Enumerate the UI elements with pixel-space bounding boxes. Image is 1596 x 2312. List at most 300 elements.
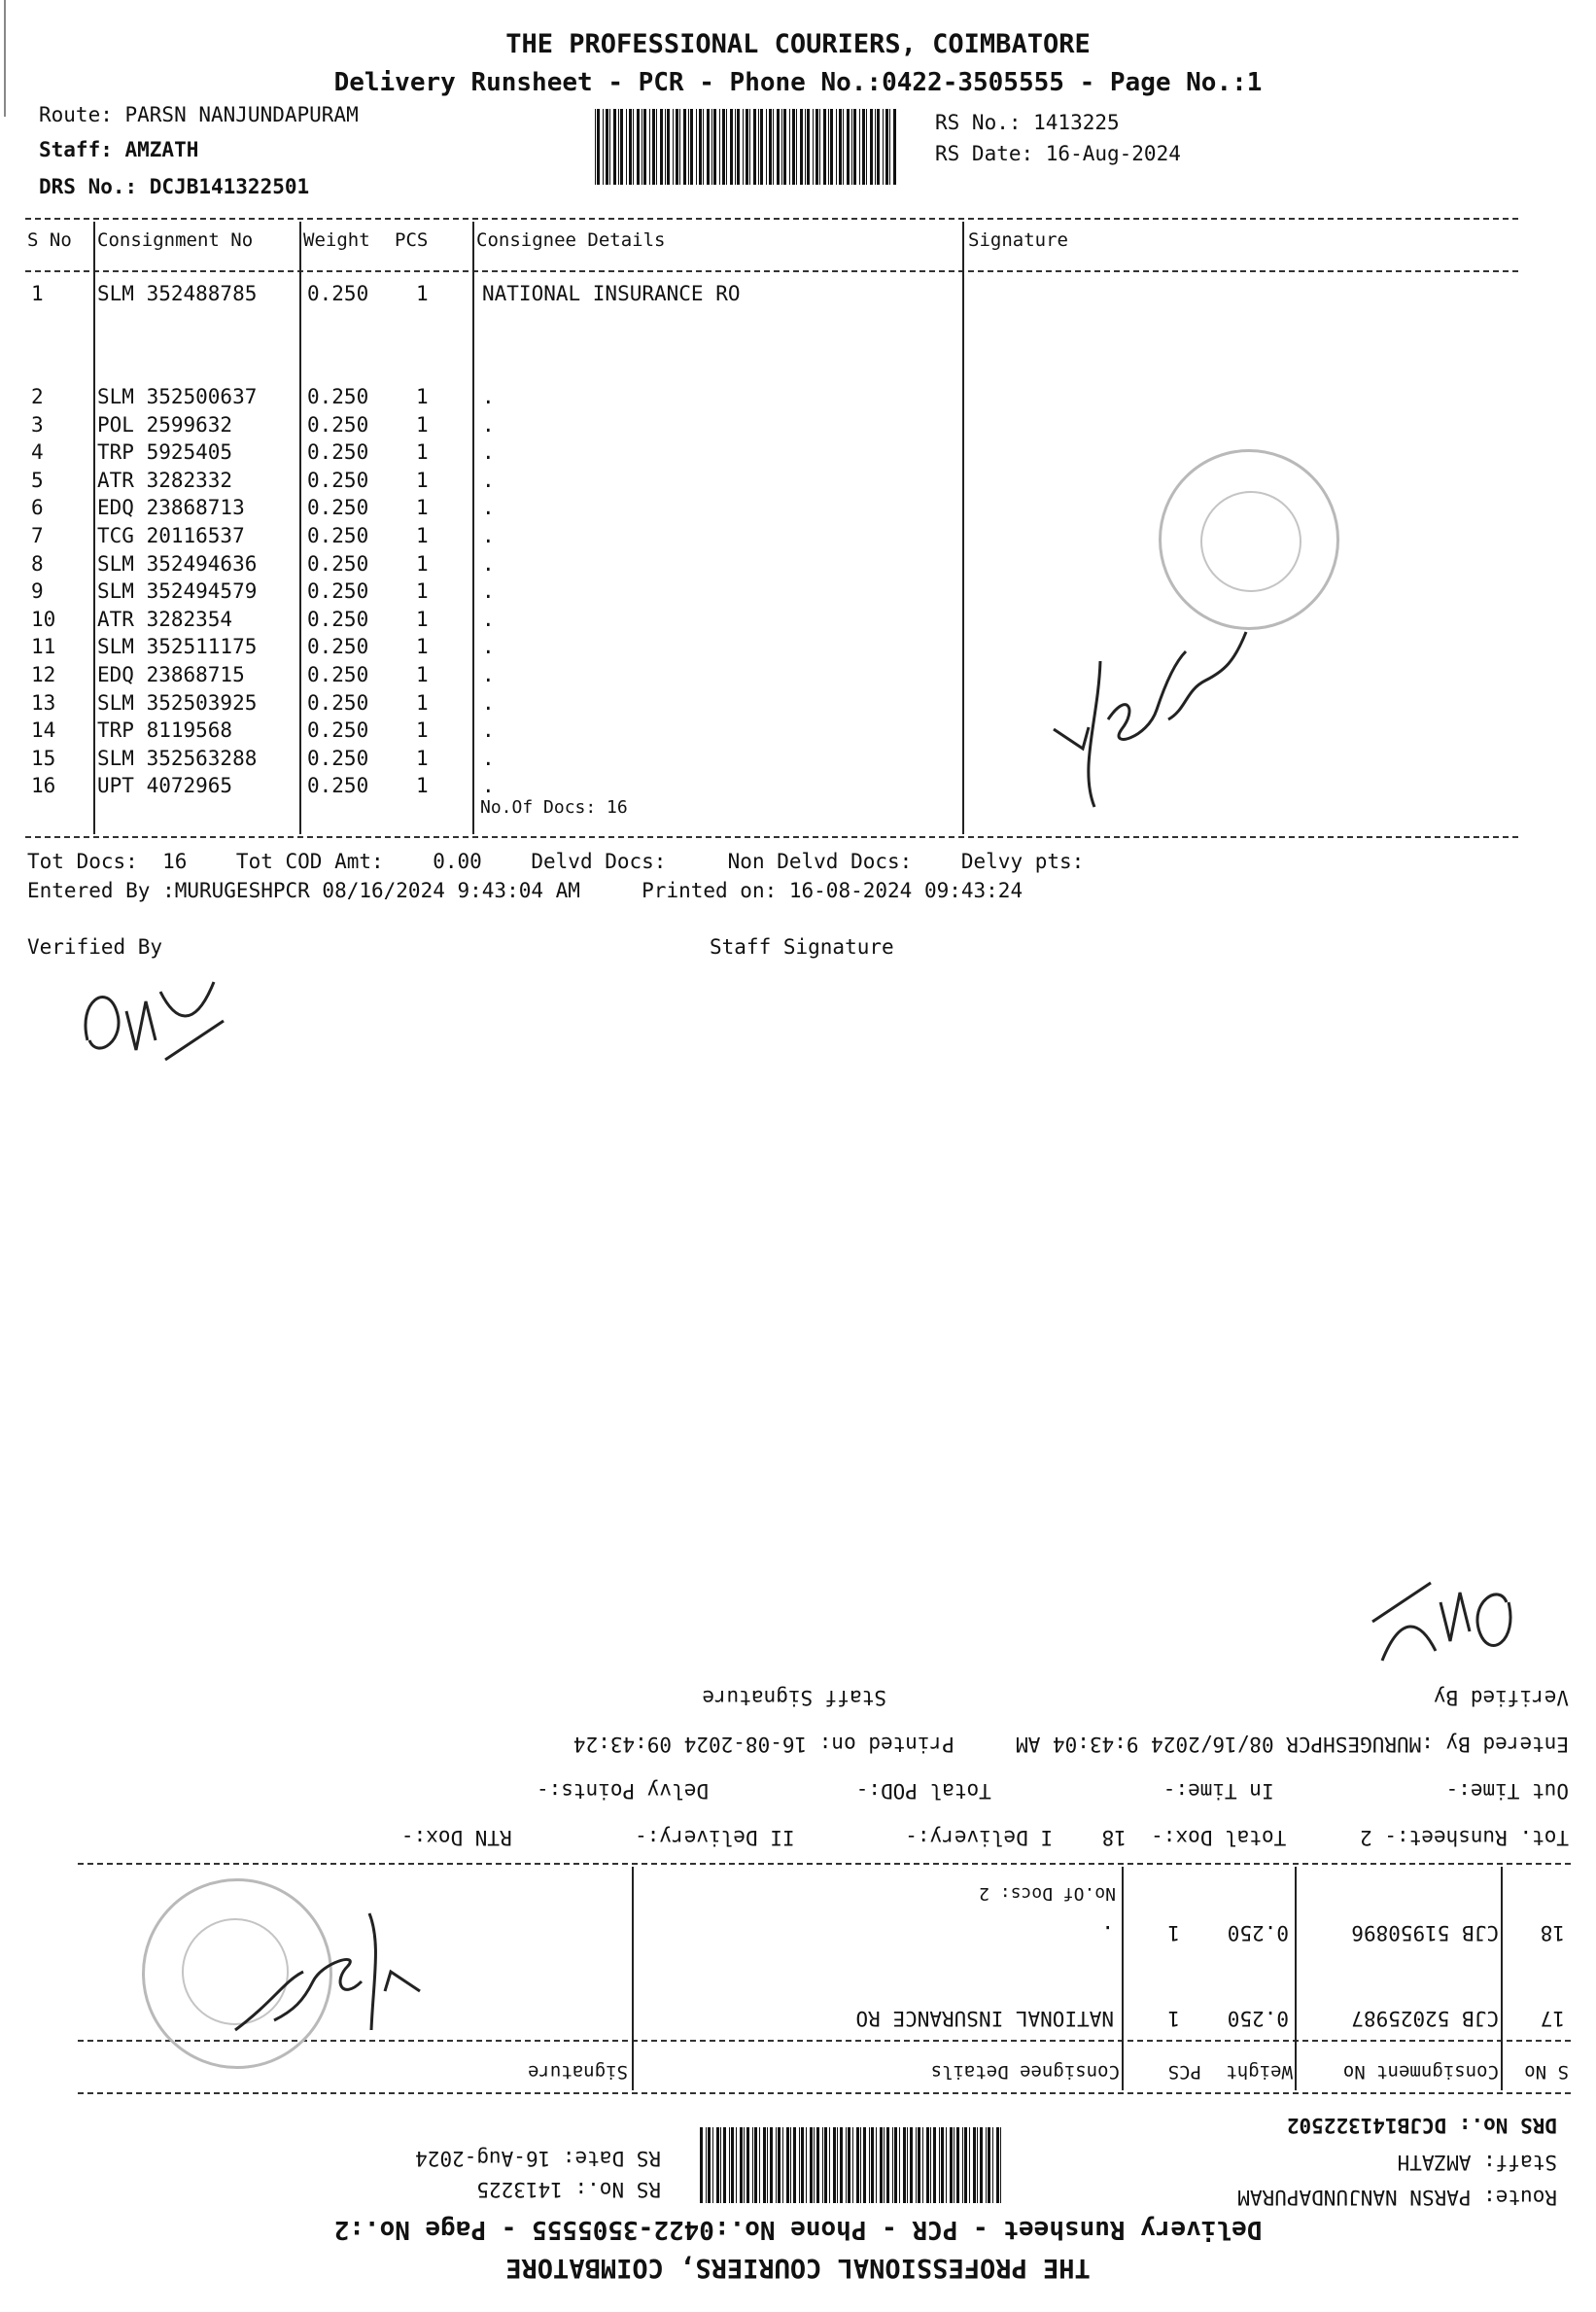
seal-inner-ring <box>1200 491 1302 593</box>
row-consignee-details: . <box>482 524 495 547</box>
handwritten-signature <box>216 1904 430 2059</box>
barcode-bar <box>626 109 627 185</box>
row-sno: 10 <box>31 607 56 631</box>
barcode-bar <box>962 2127 963 2203</box>
row-weight: 0.250 <box>307 468 369 492</box>
barcode-bar <box>946 2127 947 2203</box>
barcode-bar <box>696 109 697 185</box>
barcode-bar <box>836 109 837 185</box>
col-header-pcs: PCS <box>1167 2061 1201 2083</box>
barcode-bar <box>977 2127 978 2203</box>
barcode-bar <box>899 2127 900 2203</box>
barcode-bar <box>767 2127 768 2203</box>
rs-date: RS Date: 16-Aug-2024 <box>415 2147 661 2170</box>
entered-by-line: Entered By :MURUGESHPCR 08/16/2024 9:43:04 AM Printed on: 16-08-2024 09:43:24 <box>27 879 1024 902</box>
barcode-bar <box>665 109 666 185</box>
barcode-bar <box>690 109 693 185</box>
row-weight: 0.250 <box>307 607 369 631</box>
row-consignee-details: . <box>482 607 495 631</box>
barcode-bar <box>801 2127 804 2203</box>
row-consignment-no: TRP 5925405 <box>97 440 233 465</box>
barcode-bar <box>926 2127 929 2203</box>
row-sno: 14 <box>31 718 56 743</box>
barcode-bar <box>859 109 860 185</box>
barcode-bar <box>673 109 674 185</box>
row-weight: 0.250 <box>307 718 369 743</box>
barcode-bar <box>770 2127 773 2203</box>
row-consignee-details: . <box>482 663 495 686</box>
row-weight: 0.250 <box>307 385 369 408</box>
barcode-bar <box>988 2127 990 2203</box>
barcode-bar <box>851 109 852 185</box>
entered-by-line: Entered By :MURUGESHPCR 08/16/2024 9:43:04 AM Printed on: 16-08-2024 09:43:24 <box>572 1733 1569 1756</box>
row-weight: 0.250 <box>307 663 369 686</box>
barcode-bar <box>786 2127 789 2203</box>
barcode-bar <box>735 109 736 185</box>
row-pcs: 1 <box>416 635 429 659</box>
barcode-bar <box>852 2127 853 2203</box>
barcode-bar <box>860 2127 861 2203</box>
row-consignment-no: SLM 352563288 <box>97 746 258 770</box>
drs-number: DRS No.: DCJB141322501 <box>39 175 310 198</box>
table-top-rule <box>78 2092 1571 2094</box>
barcode-bar <box>856 2127 859 2203</box>
barcode-bar <box>699 109 702 185</box>
barcode-bar <box>753 109 756 185</box>
route-label: Route: PARSN NANJUNDAPURAM <box>1237 2186 1557 2209</box>
barcode-bar <box>862 109 865 185</box>
row-weight: 0.250 <box>1227 1921 1289 1944</box>
row-pcs: 1 <box>1167 2007 1180 2030</box>
times-line: Out Time:- In Time:- Total POD:- Delvy Points:- <box>536 1779 1569 1803</box>
row-consignment-no: TCG 20116537 <box>97 524 245 547</box>
route-label: Route: PARSN NANJUNDAPURAM <box>39 103 359 126</box>
barcode-bar <box>716 2127 719 2203</box>
rs-number: RS No.: 1413225 <box>476 2178 661 2201</box>
row-consignment-no: ATR 3282354 <box>97 607 233 631</box>
barcode-bar <box>822 2127 823 2203</box>
barcode-bar <box>679 109 680 185</box>
row-consignee-details: . <box>482 412 495 437</box>
table-header-rule <box>25 270 1518 272</box>
table-top-rule <box>25 218 1518 220</box>
row-sno: 8 <box>31 551 44 576</box>
column-divider <box>472 222 474 834</box>
row-sno: 17 <box>1540 2007 1565 2030</box>
row-consignment-no: TRP 8119568 <box>97 718 233 743</box>
row-sno: 13 <box>31 690 56 715</box>
row-weight: 0.250 <box>1227 2007 1289 2030</box>
barcode-bar <box>956 2127 959 2203</box>
barcode-bar <box>828 109 829 185</box>
barcode-bar <box>871 2127 874 2203</box>
column-divider <box>299 222 301 834</box>
barcode-bar <box>633 109 634 185</box>
barcode-bar <box>790 2127 791 2203</box>
barcode-image <box>698 2127 1001 2203</box>
barcode-bar <box>807 109 810 185</box>
company-title: THE PROFESSIONAL COURIERS, COIMBATORE <box>505 2253 1091 2283</box>
barcode-bar <box>819 109 820 185</box>
barcode-bar <box>776 2127 777 2203</box>
row-consignee-details: . <box>482 468 495 492</box>
barcode-bar <box>876 2127 877 2203</box>
row-weight: 0.250 <box>307 635 369 659</box>
barcode-bar <box>746 109 748 185</box>
barcode-bar <box>713 109 716 185</box>
staff-signature-label: Staff Signature <box>702 1686 886 1709</box>
barcode-bar <box>711 109 712 185</box>
row-consignee-details: . <box>1101 1921 1114 1944</box>
barcode-bar <box>830 109 833 185</box>
barcode-bar <box>708 2127 711 2203</box>
row-consignment-no: SLM 352488785 <box>97 282 258 305</box>
row-pcs: 1 <box>416 746 429 770</box>
barcode-bar <box>880 2127 883 2203</box>
barcode-bar <box>813 109 814 185</box>
barcode-bar <box>869 2127 870 2203</box>
col-header-consignment: Consignment No <box>1342 2061 1499 2083</box>
barcode-bar <box>918 2127 920 2203</box>
barcode-image <box>595 109 898 185</box>
barcode-bar <box>620 109 623 185</box>
barcode-bar <box>884 2127 885 2203</box>
row-consignee-details: . <box>482 746 495 770</box>
row-pcs: 1 <box>416 496 429 520</box>
totals-line: Tot Docs: 16 Tot COD Amt: 0.00 Delvd Docs: Non Delvd Docs: Delvy pts: <box>27 850 1085 873</box>
row-consignment-no: EDQ 23868713 <box>97 496 245 520</box>
handwritten-signature <box>1040 603 1264 817</box>
barcode-bar <box>722 109 725 185</box>
barcode-bar <box>889 109 890 185</box>
barcode-bar <box>749 109 750 185</box>
barcode-bar <box>922 2127 923 2203</box>
col-header-consignee: Consignee Details <box>930 2061 1120 2083</box>
row-consignee-details: . <box>482 774 495 798</box>
barcode-bar <box>833 2127 836 2203</box>
row-weight: 0.250 <box>307 774 369 798</box>
runsheet-subtitle: Delivery Runsheet - PCR - Phone No.:0422-3505555 - Page No.:2 <box>333 2215 1263 2244</box>
barcode-bar <box>597 109 600 185</box>
barcode-bar <box>731 2127 734 2203</box>
rs-number: RS No.: 1413225 <box>935 111 1120 134</box>
barcode-bar <box>744 2127 745 2203</box>
barcode-bar <box>883 109 884 185</box>
barcode-bar <box>815 109 818 185</box>
row-pcs: 1 <box>416 524 429 547</box>
staff-label: Staff: AMZATH <box>1397 2151 1557 2174</box>
barcode-bar <box>837 2127 838 2203</box>
row-consignee-details: NATIONAL INSURANCE RO <box>855 2007 1114 2030</box>
barcode-bar <box>847 109 850 185</box>
row-pcs: 1 <box>416 663 429 686</box>
barcode-bar <box>992 2127 993 2203</box>
staff-signature-label: Staff Signature <box>710 935 894 959</box>
row-consignee-details: NATIONAL INSURANCE RO <box>482 282 741 305</box>
barcode-bar <box>848 2127 850 2203</box>
barcode-bar <box>603 109 604 185</box>
runsheet-totals-line: Tot. Runsheet:- 2 Total Dox:- 18 I Delivery:- II Delivery:- RTN Dox:- <box>400 1826 1569 1849</box>
verifier-initials <box>68 963 233 1069</box>
barcode-bar <box>720 2127 721 2203</box>
barcode-bar <box>740 2127 743 2203</box>
barcode-bar <box>743 109 744 185</box>
barcode-bar <box>783 109 786 185</box>
barcode-bar <box>806 2127 807 2203</box>
col-header-signature: Signature <box>528 2061 628 2083</box>
row-consignment-no: CJB 51950896 <box>1351 1921 1499 1944</box>
row-pcs: 1 <box>416 282 429 305</box>
barcode-bar <box>796 109 797 185</box>
row-consignee-details: . <box>482 551 495 576</box>
row-consignment-no: UPT 4072965 <box>97 774 233 798</box>
row-sno: 1 <box>31 282 44 305</box>
barcode-bar <box>893 109 896 185</box>
no-of-docs: No.Of Docs: 16 <box>480 797 628 818</box>
barcode-bar <box>941 2127 944 2203</box>
barcode-bar <box>866 109 867 185</box>
barcode-bar <box>660 109 663 185</box>
barcode-bar <box>726 109 727 185</box>
barcode-bar <box>613 109 616 185</box>
barcode-bar <box>792 109 795 185</box>
barcode-bar <box>875 109 876 185</box>
barcode-bar <box>1000 2127 1001 2203</box>
barcode-bar <box>789 109 790 185</box>
barcode-bar <box>892 2127 893 2203</box>
barcode-bar <box>719 109 720 185</box>
row-pcs: 1 <box>416 579 429 604</box>
col-header-consignee: Consignee Details <box>476 229 666 251</box>
barcode-bar <box>816 2127 819 2203</box>
row-consignee-details: . <box>482 579 495 604</box>
column-divider <box>962 222 964 834</box>
barcode-bar <box>800 109 803 185</box>
row-weight: 0.250 <box>307 412 369 437</box>
row-sno: 7 <box>31 524 44 547</box>
barcode-bar <box>799 2127 800 2203</box>
barcode-bar <box>606 109 608 185</box>
row-consignee-details: . <box>482 690 495 715</box>
row-pcs: 1 <box>416 385 429 408</box>
row-pcs: 1 <box>416 551 429 576</box>
barcode-bar <box>846 2127 847 2203</box>
staff-label: Staff: AMZATH <box>39 138 199 161</box>
table-bottom-rule <box>25 836 1518 838</box>
barcode-bar <box>683 109 686 185</box>
barcode-bar <box>723 2127 726 2203</box>
col-header-sno: S No <box>1524 2061 1569 2083</box>
barcode-bar <box>885 109 888 185</box>
barcode-bar <box>649 109 650 185</box>
barcode-bar <box>782 2127 783 2203</box>
row-consignee-details: . <box>482 385 495 408</box>
barcode-bar <box>781 109 782 185</box>
barcode-bar <box>903 2127 906 2203</box>
barcode-bar <box>916 2127 917 2203</box>
row-consignment-no: CJB 52025987 <box>1351 2007 1499 2030</box>
barcode-bar <box>763 2127 766 2203</box>
row-pcs: 1 <box>1167 1921 1180 1944</box>
barcode-bar <box>676 109 678 185</box>
row-pcs: 1 <box>416 412 429 437</box>
row-consignee-details: . <box>482 718 495 743</box>
barcode-bar <box>729 2127 730 2203</box>
barcode-bar <box>996 2127 999 2203</box>
row-consignment-no: ATR 3282332 <box>97 468 233 492</box>
row-consignment-no: SLM 352494636 <box>97 551 258 576</box>
barcode-bar <box>793 2127 796 2203</box>
table-bottom-rule <box>78 1863 1571 1865</box>
barcode-bar <box>950 2127 953 2203</box>
barcode-bar <box>829 2127 830 2203</box>
barcode-bar <box>758 109 759 185</box>
row-pcs: 1 <box>416 718 429 743</box>
barcode-bar <box>939 2127 940 2203</box>
row-weight: 0.250 <box>307 496 369 520</box>
column-divider <box>1501 1867 1503 2090</box>
barcode-bar <box>886 2127 889 2203</box>
barcode-bar <box>737 109 740 185</box>
row-sno: 12 <box>31 663 56 686</box>
row-pcs: 1 <box>416 774 429 798</box>
company-title: THE PROFESSIONAL COURIERS, COIMBATORE <box>505 29 1091 59</box>
col-header-sno: S No <box>27 229 72 251</box>
barcode-bar <box>777 109 780 185</box>
barcode-bar <box>766 109 767 185</box>
barcode-bar <box>703 109 704 185</box>
barcode-bar <box>595 109 596 185</box>
barcode-bar <box>824 2127 827 2203</box>
barcode-bar <box>810 2127 813 2203</box>
barcode-bar <box>823 109 826 185</box>
barcode-bar <box>656 109 657 185</box>
row-sno: 9 <box>31 579 44 604</box>
row-weight: 0.250 <box>307 690 369 715</box>
row-weight: 0.250 <box>307 440 369 465</box>
barcode-bar <box>843 109 844 185</box>
barcode-bar <box>894 2127 897 2203</box>
barcode-bar <box>863 2127 866 2203</box>
row-pcs: 1 <box>416 440 429 465</box>
barcode-bar <box>870 109 873 185</box>
barcode-bar <box>712 2127 713 2203</box>
row-consignee-details: . <box>482 496 495 520</box>
row-weight: 0.250 <box>307 524 369 547</box>
barcode-bar <box>839 109 842 185</box>
row-consignment-no: SLM 352503925 <box>97 690 258 715</box>
row-pcs: 1 <box>416 607 429 631</box>
barcode-bar <box>980 2127 983 2203</box>
barcode-bar <box>973 2127 976 2203</box>
barcode-bar <box>814 2127 815 2203</box>
barcode-bar <box>907 2127 908 2203</box>
row-weight: 0.250 <box>307 746 369 770</box>
barcode-bar <box>930 2127 931 2203</box>
row-consignment-no: EDQ 23868715 <box>97 663 245 686</box>
barcode-bar <box>652 109 655 185</box>
barcode-bar <box>643 109 646 185</box>
runsheet-page-2 <box>0 1156 1596 2312</box>
row-weight: 0.250 <box>307 579 369 604</box>
barcode-bar <box>840 2127 843 2203</box>
row-sno: 15 <box>31 746 56 770</box>
column-divider <box>1122 1867 1124 2090</box>
row-sno: 16 <box>31 774 56 798</box>
barcode-bar <box>609 109 610 185</box>
runsheet-subtitle: Delivery Runsheet - PCR - Phone No.:0422-3505555 - Page No.:1 <box>333 68 1263 97</box>
row-sno: 18 <box>1540 1921 1565 1944</box>
barcode-bar <box>759 2127 760 2203</box>
barcode-bar <box>986 2127 987 2203</box>
rs-date: RS Date: 16-Aug-2024 <box>935 142 1181 165</box>
barcode-bar <box>618 109 619 185</box>
barcode-bar <box>964 2127 967 2203</box>
barcode-bar <box>700 2127 703 2203</box>
barcode-bar <box>853 109 856 185</box>
barcode-bar <box>910 2127 913 2203</box>
row-consignment-no: SLM 352494579 <box>97 579 258 604</box>
row-consignee-details: . <box>482 440 495 465</box>
drs-number: DRS No.: DCJB141322502 <box>1286 2114 1557 2137</box>
row-pcs: 1 <box>416 468 429 492</box>
row-sno: 11 <box>31 635 56 659</box>
row-sno: 4 <box>31 440 44 465</box>
barcode-bar <box>805 109 806 185</box>
barcode-bar <box>933 2127 936 2203</box>
verifier-initials <box>1363 1573 1528 1680</box>
col-header-weight: Weight <box>1226 2061 1293 2083</box>
barcode-bar <box>760 109 763 185</box>
barcode-bar <box>877 109 880 185</box>
row-consignee-details: . <box>482 635 495 659</box>
row-consignment-no: SLM 352511175 <box>97 635 258 659</box>
barcode-bar <box>667 109 670 185</box>
row-sno: 3 <box>31 412 44 437</box>
verified-by-label: Verified By <box>1433 1686 1569 1709</box>
row-sno: 5 <box>31 468 44 492</box>
barcode-bar <box>736 2127 737 2203</box>
verified-by-label: Verified By <box>27 935 163 959</box>
barcode-bar <box>637 109 640 185</box>
barcode-bar <box>773 109 774 185</box>
row-weight: 0.250 <box>307 551 369 576</box>
barcode-bar <box>730 109 733 185</box>
barcode-bar <box>769 109 772 185</box>
row-consignment-no: SLM 352500637 <box>97 385 258 408</box>
column-divider <box>1295 1867 1297 2090</box>
barcode-bar <box>746 2127 749 2203</box>
row-pcs: 1 <box>416 690 429 715</box>
barcode-bar <box>629 109 632 185</box>
barcode-bar <box>778 2127 781 2203</box>
col-header-signature: Signature <box>968 229 1068 251</box>
row-sno: 2 <box>31 385 44 408</box>
col-header-weight: Weight <box>303 229 370 251</box>
barcode-bar <box>752 2127 753 2203</box>
column-divider <box>632 1867 634 2090</box>
no-of-docs: No.Of Docs: 2 <box>979 1883 1116 1904</box>
row-sno: 6 <box>31 496 44 520</box>
row-weight: 0.250 <box>307 282 369 305</box>
col-header-consignment: Consignment No <box>97 229 254 251</box>
barcode-bar <box>969 2127 970 2203</box>
barcode-bar <box>688 109 689 185</box>
barcode-bar <box>707 109 710 185</box>
column-divider <box>93 222 95 834</box>
col-header-pcs: PCS <box>395 229 429 251</box>
barcode-bar <box>754 2127 757 2203</box>
